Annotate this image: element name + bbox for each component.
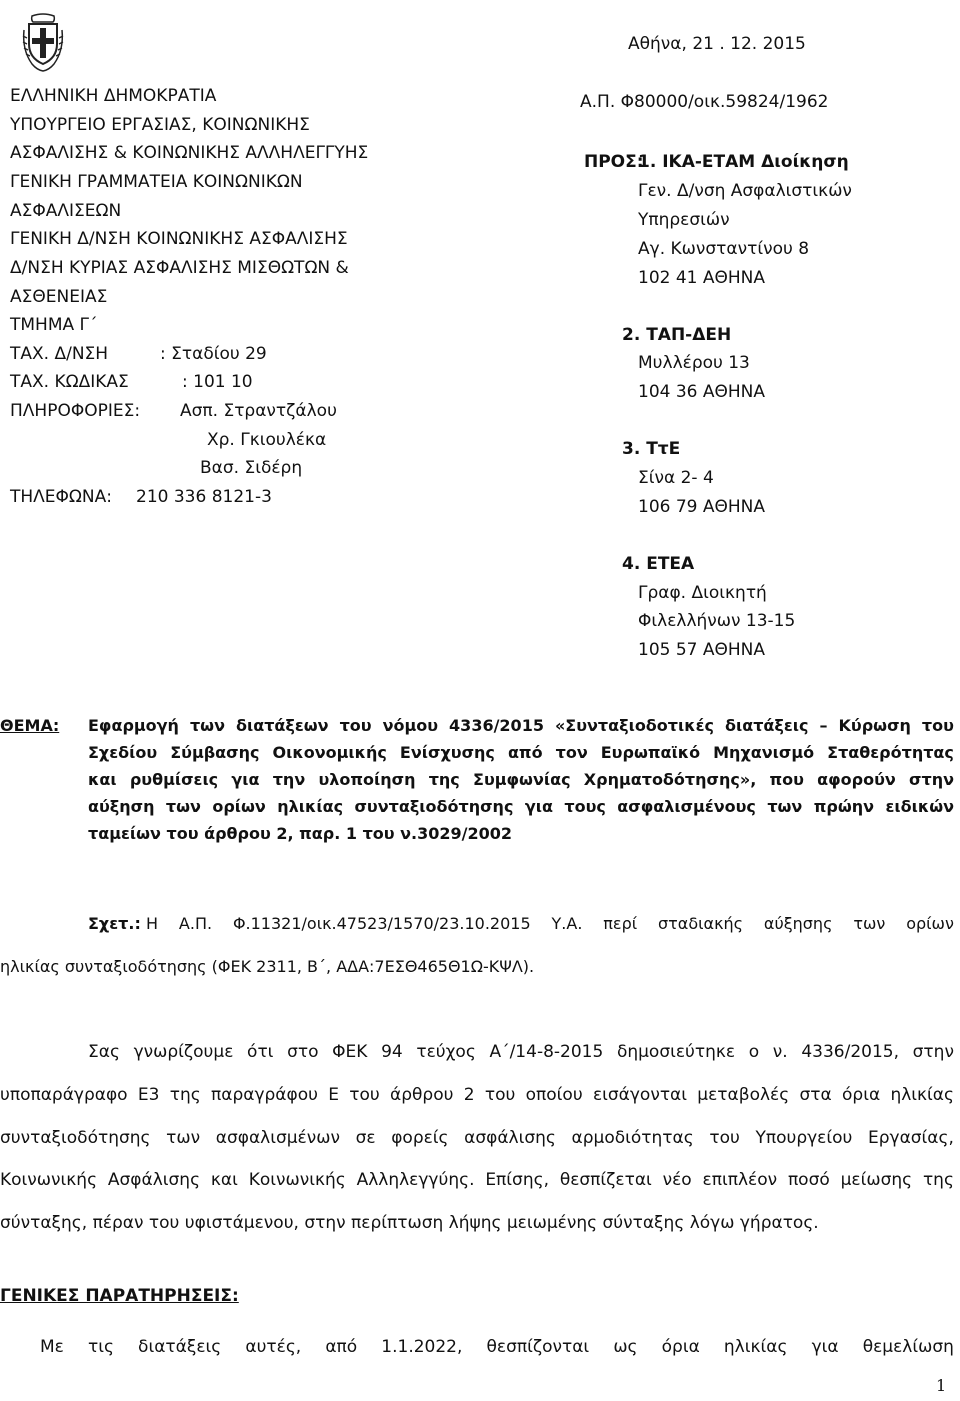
info-name: Βασ. Σιδέρη bbox=[200, 458, 303, 478]
recipient-line: Σίνα 2- 4 bbox=[638, 468, 714, 488]
sender-line: ΥΠΟΥΡΓΕΙΟ ΕΡΓΑΣΙΑΣ, ΚΟΙΝΩΝΙΚΗΣ bbox=[10, 115, 310, 135]
recipient-title: 3. ΤτΕ bbox=[622, 439, 681, 459]
info-name: Ασπ. Στραντζάλου bbox=[180, 401, 337, 421]
sender-line: ΑΣΦΑΛΙΣΗΣ & ΚΟΙΝΩΝΙΚΗΣ ΑΛΛΗΛΕΓΓΥΗΣ bbox=[10, 143, 369, 163]
phone-value: 210 336 8121-3 bbox=[136, 487, 272, 507]
body-line: Σας γνωρίζουμε ότι στο ΦΕΚ 94 τεύχος Α΄/14-8-2015 δημοσιεύτηκε ο ν. 4336/2015, στην bbox=[88, 1042, 954, 1062]
postcode-value: : 101 10 bbox=[182, 372, 253, 392]
recipient-line: Υπηρεσιών bbox=[638, 210, 730, 230]
protocol-number: Α.Π. Φ80000/οικ.59824/1962 bbox=[580, 92, 829, 112]
sender-line: ΑΣΦΑΛΙΣΕΩΝ bbox=[10, 201, 122, 221]
recipient-line: 102 41 ΑΘΗΝΑ bbox=[638, 268, 766, 288]
document-date: Αθήνα, 21 . 12. 2015 bbox=[628, 34, 806, 54]
address-label: ΤΑΧ. Δ/ΝΣΗ bbox=[10, 344, 109, 364]
body-line: Κοινωνικής Ασφάλισης και Κοινωνικής Αλληλεγγύης. Επίσης, θεσπίζεται νέο επιπλέον ποσό μείωσης της bbox=[0, 1170, 954, 1190]
sender-line: ΓΕΝΙΚΗ Δ/ΝΣΗ ΚΟΙΝΩΝΙΚΗΣ ΑΣΦΑΛΙΣΗΣ bbox=[10, 229, 348, 249]
page-number: 1 bbox=[936, 1376, 947, 1395]
subject-line: Σχεδίου Σύμβασης Οικονομικής Ενίσχυσης από τον Ευρωπαϊκό Μηχανισμό Σταθερότητας bbox=[88, 743, 954, 762]
sender-line: ΓΕΝΙΚΗ ΓΡΑΜΜΑΤΕΙΑ ΚΟΙΝΩΝΙΚΩΝ bbox=[10, 172, 303, 192]
sender-line: ΑΣΘΕΝΕΙΑΣ bbox=[10, 287, 108, 307]
recipient-line: Μυλλέρου 13 bbox=[638, 353, 750, 373]
postcode-label: ΤΑΧ. ΚΩΔΙΚΑΣ bbox=[10, 372, 129, 392]
general-remarks-heading: ΓΕΝΙΚΕΣ ΠΑΡΑΤΗΡΗΣΕΙΣ: bbox=[0, 1286, 239, 1306]
greek-coat-of-arms-icon bbox=[20, 10, 66, 76]
sender-line: ΕΛΛΗΝΙΚΗ ΔΗΜΟΚΡΑΤΙΑ bbox=[10, 86, 217, 106]
address-value: : Σταδίου 29 bbox=[160, 344, 267, 364]
recipient-line: Φιλελλήνων 13-15 bbox=[638, 611, 796, 631]
sender-line: ΤΜΗΜΑ Γ΄ bbox=[10, 315, 98, 335]
recipient-line: 104 36 ΑΘΗΝΑ bbox=[638, 382, 766, 402]
subject-label: ΘΕΜΑ: bbox=[0, 716, 60, 735]
subject-text bbox=[88, 716, 954, 851]
subject-line: αύξηση των ορίων ηλικίας συνταξιοδότησης για τους ασφαλισμένους των πρώην ειδικών bbox=[88, 797, 954, 816]
recipients-label: ΠΡΟΣ: bbox=[584, 152, 644, 172]
subject-line: Εφαρμογή των διατάξεων του νόμου 4336/2015 «Συνταξιοδοτικές διατάξεις – Κύρωση του bbox=[88, 716, 954, 735]
recipient-line: Αγ. Κωνσταντίνου 8 bbox=[638, 239, 810, 259]
related-label: Σχετ.: bbox=[88, 914, 141, 933]
info-label: ΠΛΗΡΟΦΟΡΙΕΣ: bbox=[10, 401, 141, 421]
subject-line: και ρυθμίσεις για την υλοποίηση της Συμφωνίας Χρηματοδότησης», που αφορούν στην bbox=[88, 770, 954, 789]
phone-label: ΤΗΛΕΦΩΝΑ: bbox=[10, 487, 112, 507]
body-line: υποπαράγραφο Ε3 της παραγράφου Ε του άρθρου 2 του οποίου εισάγονται μεταβολές στα όρια ηλικίας bbox=[0, 1085, 954, 1105]
general-remarks-line: Με τις διατάξεις αυτές, από 1.1.2022, θεσπίζονται ως όρια ηλικίας για θεμελίωση bbox=[40, 1337, 954, 1357]
info-name: Χρ. Γκιουλέκα bbox=[207, 430, 327, 450]
recipient-title: 1. ΙΚΑ-ΕΤΑΜ Διοίκηση bbox=[638, 152, 849, 172]
related-line: Η Α.Π. Φ.11321/οικ.47523/1570/23.10.2015 Υ.Α. περί σταδιακής αύξησης των ορίων bbox=[146, 914, 954, 933]
recipient-title: 2. ΤΑΠ-ΔΕΗ bbox=[622, 325, 732, 345]
recipient-title: 4. ΕΤΕΑ bbox=[622, 554, 695, 574]
body-line: σύνταξης, πέραν του υφιστάμενου, στην περίπτωση λήψης μειωμένης σύνταξης λόγω γήρατος. bbox=[0, 1213, 819, 1233]
related-line: ηλικίας συνταξιοδότησης (ΦΕΚ 2311, Β΄, ΑΔΑ:7ΕΣΘ465Θ1Ω-ΚΨΛ). bbox=[0, 957, 535, 976]
recipient-line: Γεν. Δ/νση Ασφαλιστικών bbox=[638, 181, 852, 201]
recipient-line: 105 57 ΑΘΗΝΑ bbox=[638, 640, 766, 660]
body-line: συνταξιοδότησης των ασφαλισμένων σε φορείς ασφάλισης αρμοδιότητας του Υπουργείου Εργασίας, bbox=[0, 1128, 954, 1148]
subject-line: ταμείων του άρθρου 2, παρ. 1 του ν.3029/2002 bbox=[88, 824, 513, 843]
sender-line: Δ/ΝΣΗ ΚΥΡΙΑΣ ΑΣΦΑΛΙΣΗΣ ΜΙΣΘΩΤΩΝ & bbox=[10, 258, 349, 278]
recipient-line: Γραφ. Διοικητή bbox=[638, 583, 767, 603]
recipient-line: 106 79 ΑΘΗΝΑ bbox=[638, 497, 766, 517]
